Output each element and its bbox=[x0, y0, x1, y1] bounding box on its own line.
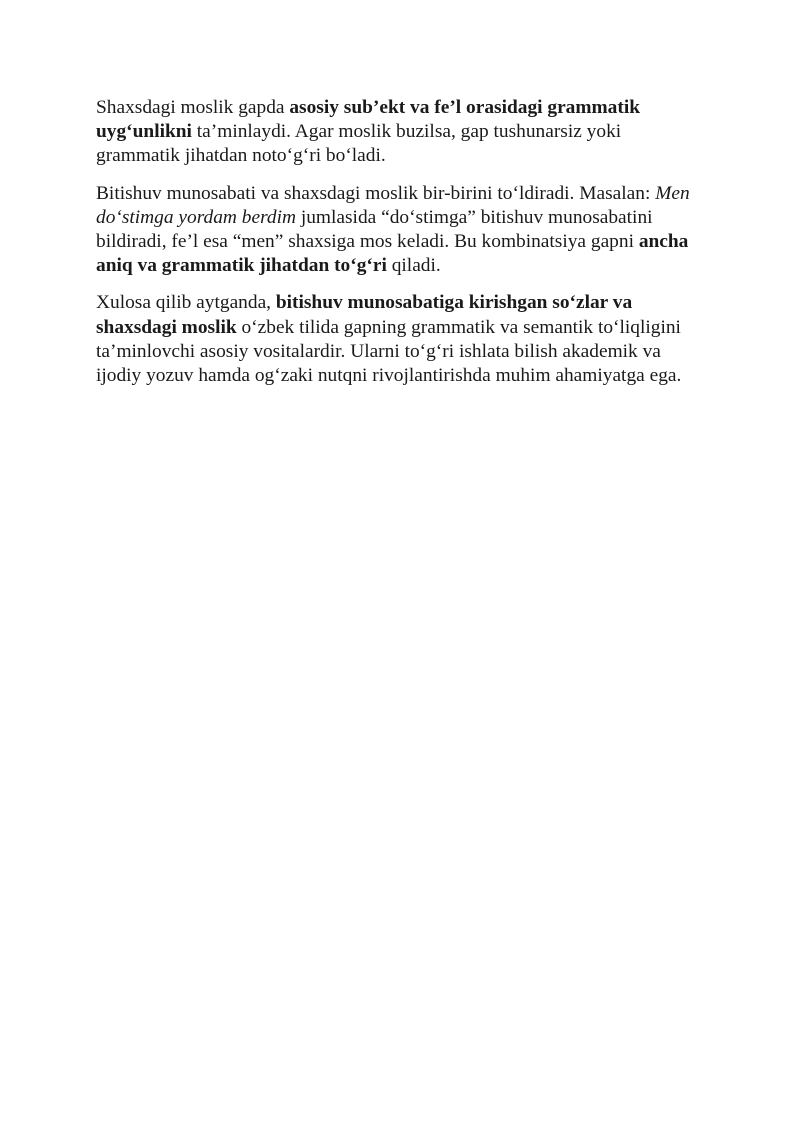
document-body bbox=[96, 96, 708, 401]
text-run: o‘zbek tilida gapning grammatik va semantik to‘liqligini ta’minlovchi asosiy vositalardir. Ularni to‘g‘ri ishlata bilish akademik va ijodiy yozuv hamda og‘zaki nutqni rivojlantirishda muhim ahamiyatga ega. bbox=[96, 316, 682, 387]
paragraph-subject-verb-agreement bbox=[96, 96, 708, 169]
text-run: jumlasida “do‘stimga” bitishuv munosabatini bildiradi, fe’l esa “men” shaxsiga mos keladi. Bu kombinatsiya gapni bbox=[96, 206, 653, 253]
paragraph-conclusion bbox=[96, 291, 708, 388]
bold-text-run: asosiy sub’ekt va fe’l orasidagi grammatik uyg‘unlikni bbox=[96, 97, 641, 143]
text-run: Xulosa qilib aytganda, bbox=[96, 292, 276, 314]
bold-text-run: ancha aniq va grammatik jihatdan to‘g‘ri bbox=[96, 231, 689, 277]
text-run: Shaxsdagi moslik gapda bbox=[96, 97, 290, 118]
text-run: qiladi. bbox=[386, 255, 441, 277]
paragraph-example bbox=[96, 182, 708, 279]
text-run: ta’minlaydi. Agar moslik buzilsa, gap tushunarsiz yoki grammatik jihatdan noto‘g‘ri bo‘ladi. bbox=[96, 121, 622, 167]
text-run: Bitishuv munosabati va shaxsdagi moslik bir-birini to‘ldiradi. Masalan: bbox=[96, 182, 656, 204]
italic-example-sentence: Men do‘stimga yordam berdim bbox=[96, 182, 690, 228]
bold-text-run: bitishuv munosabatiga kirishgan so‘zlar va shaxsdagi moslik bbox=[96, 292, 633, 338]
